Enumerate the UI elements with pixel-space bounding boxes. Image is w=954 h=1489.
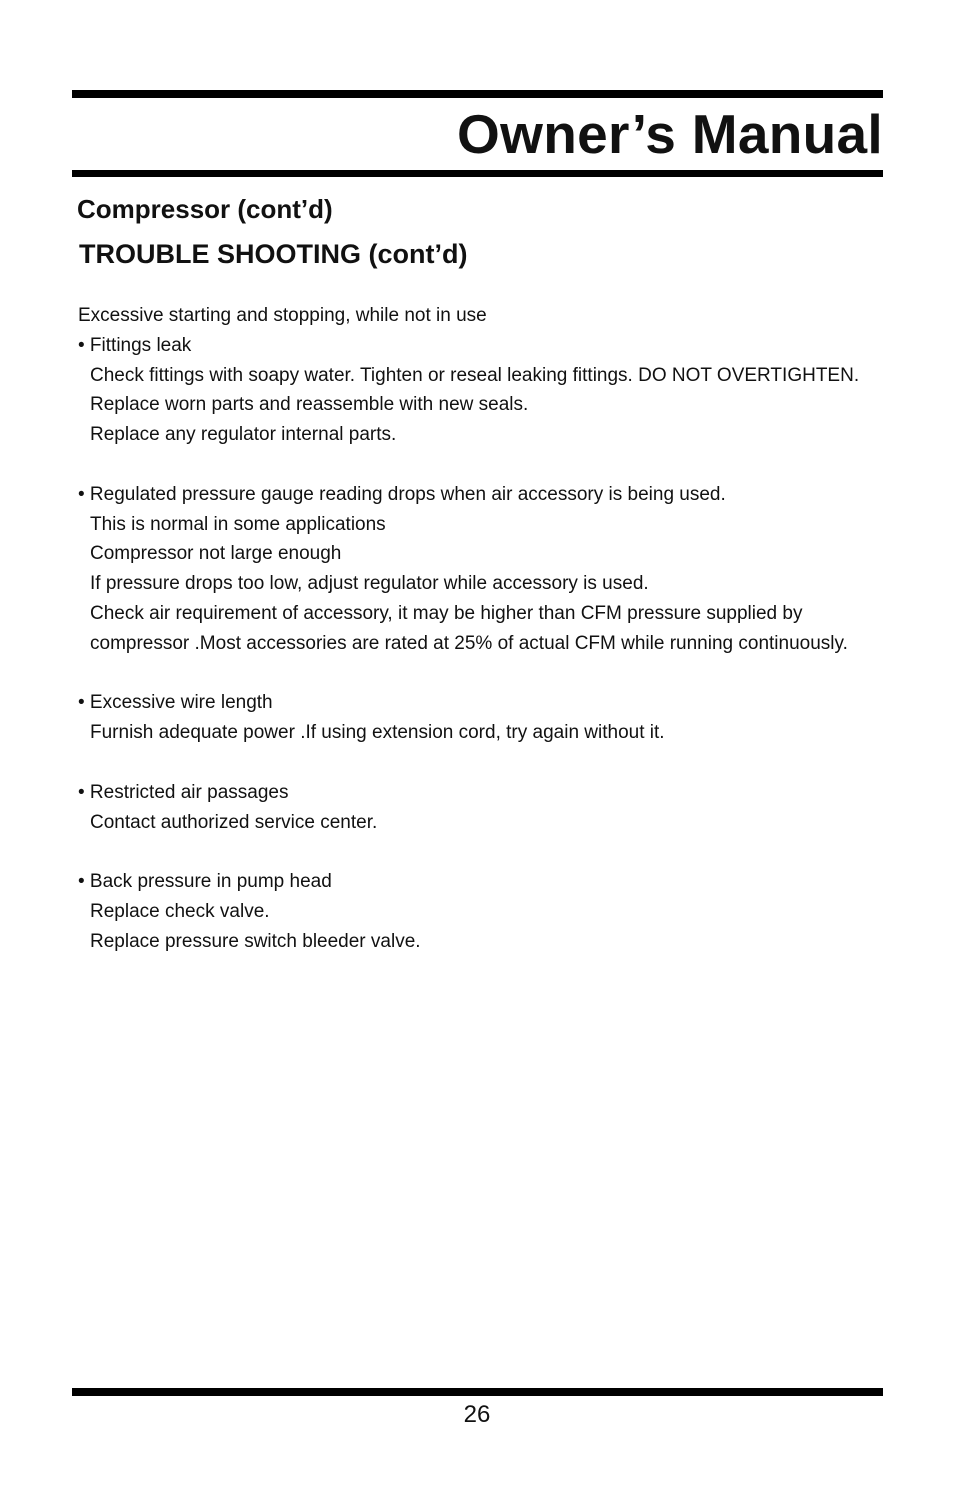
- cause-block: [78, 778, 898, 838]
- cause-block: [78, 688, 898, 748]
- troubleshooting-content: [78, 301, 898, 957]
- remedy-text: Replace worn parts and reassemble with new seals.: [90, 394, 529, 416]
- cause-heading: • Excessive wire length: [78, 692, 273, 714]
- cause-heading: • Restricted air passages: [78, 781, 289, 803]
- header-rule-top: [72, 90, 883, 98]
- remedy-text: If pressure drops too low, adjust regulator while accessory is used.: [90, 573, 649, 595]
- manual-title: Owner’s Manual: [457, 103, 883, 165]
- remedy-text: Compressor not large enough: [90, 543, 342, 565]
- symptom-text: Excessive starting and stopping, while not in use: [78, 305, 487, 326]
- remedy-text: Contact authorized service center.: [90, 811, 378, 833]
- remedy-text: Check fittings with soapy water. Tighten or reseal leaking fittings. DO NOT OVERTIGHTEN.: [90, 364, 860, 386]
- remedy-text: Replace pressure switch bleeder valve.: [90, 930, 421, 952]
- cause-block: [78, 331, 898, 450]
- remedy-text: Check air requirement of accessory, it may be higher than CFM pressure supplied by compressor .Most accessories are rated at 25% of actual CFM while running continuously.: [90, 602, 848, 654]
- cause-block: [78, 867, 898, 956]
- remedy-text: Furnish adequate power .If using extension cord, try again without it.: [90, 722, 665, 744]
- remedy-text: Replace check valve.: [90, 900, 270, 922]
- cause-heading: • Regulated pressure gauge reading drops when air accessory is being used.: [78, 483, 726, 505]
- cause-heading: • Fittings leak: [78, 334, 192, 356]
- remedy-text: Replace any regulator internal parts.: [90, 424, 397, 446]
- cause-block: [78, 480, 898, 659]
- section-subtitle: TROUBLE SHOOTING (cont’d): [79, 239, 468, 269]
- page-number: 26: [463, 1401, 491, 1428]
- remedy-text: This is normal in some applications: [90, 513, 386, 535]
- section-title: Compressor (cont’d): [77, 194, 333, 224]
- footer-rule: [72, 1388, 883, 1396]
- cause-heading: • Back pressure in pump head: [78, 871, 332, 893]
- header-rule-bottom: [72, 170, 883, 177]
